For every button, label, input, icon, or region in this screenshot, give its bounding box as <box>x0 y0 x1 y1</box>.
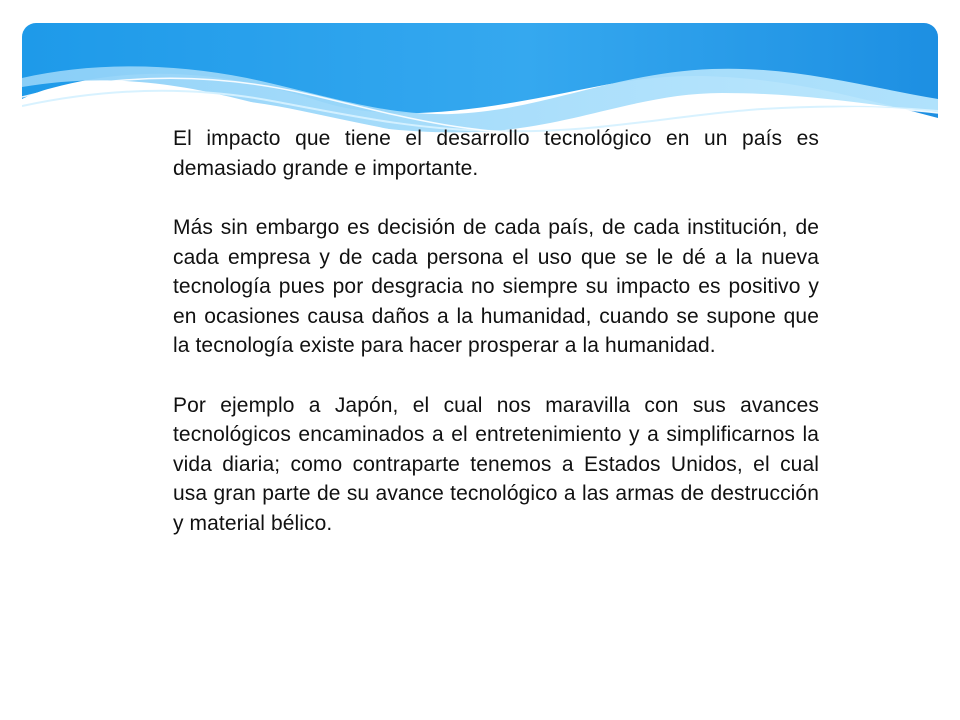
slide-body-text <box>173 124 819 538</box>
paragraph-2: Más sin embargo es decisión de cada país, de cada institución, de cada empresa y de cada persona el uso que se le dé a la nueva tecnología pues por desgracia no siempre su impacto es positivo y en ocasiones causa daños a la humanidad, cuando se supone que la tecnología existe para hacer prosperar a la humanidad. <box>173 216 819 357</box>
paragraph-1: El impacto que tiene el desarrollo tecnológico en un país es demasiado grande e importante. <box>173 127 819 180</box>
paragraph-3: Por ejemplo a Japón, el cual nos maravilla con sus avances tecnológicos encaminados a el entretenimiento y a simplificarnos la vida diaria; como contraparte tenemos a Estados Unidos, el cual usa gran parte de su avance tecnológico a las armas de destrucción y material bélico. <box>173 393 819 535</box>
